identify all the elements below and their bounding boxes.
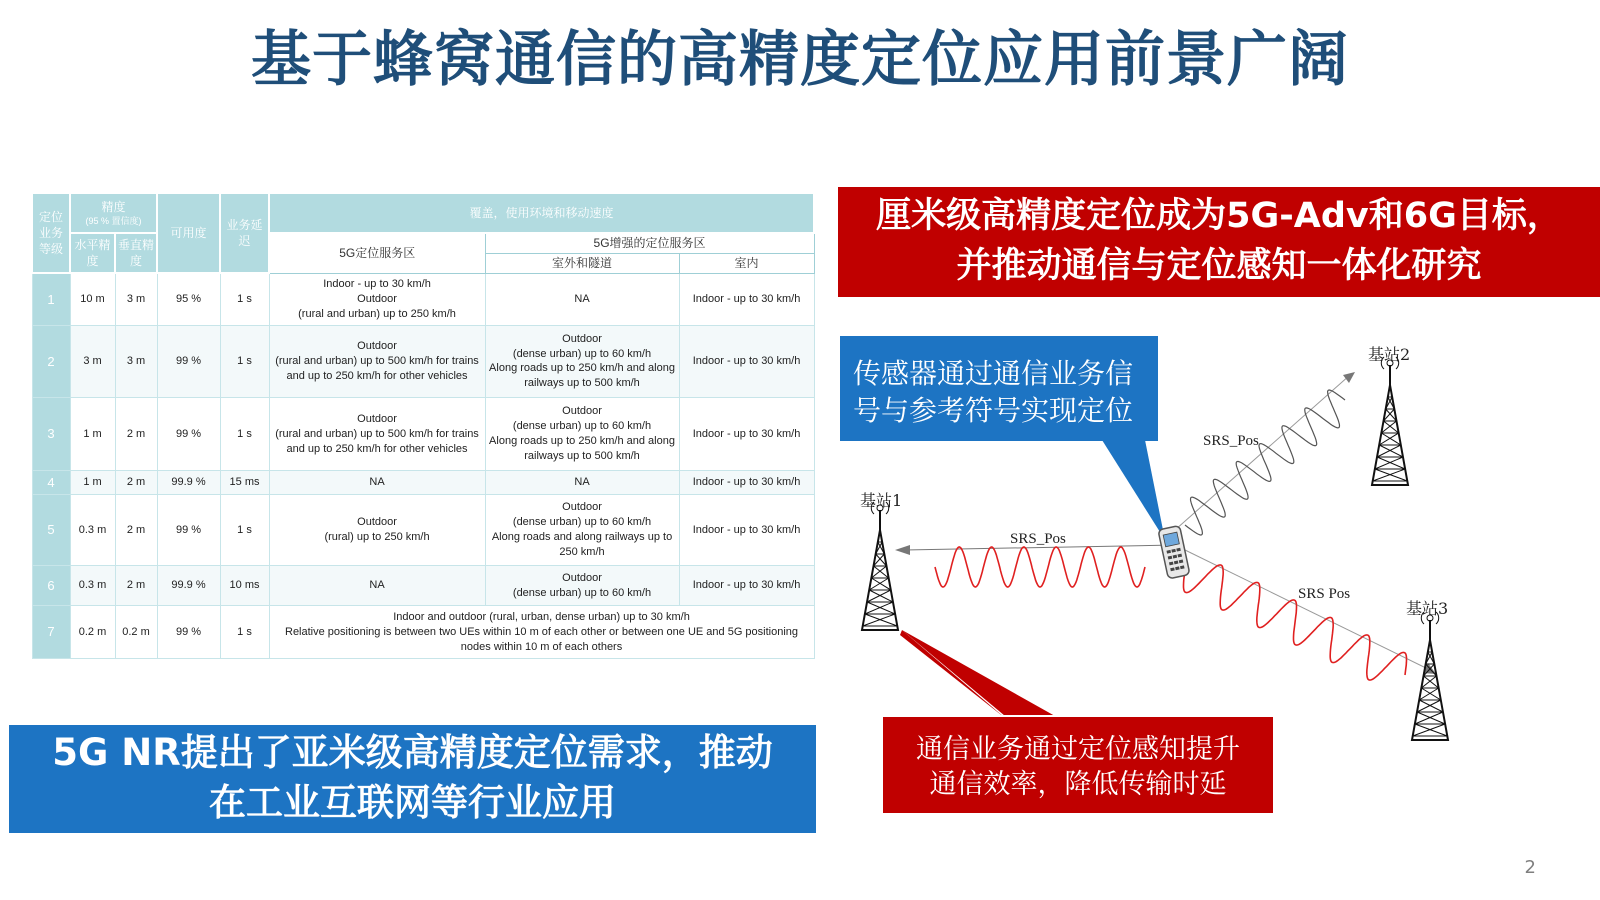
cell-latency: 10 ms [220, 566, 269, 606]
base-station-1-tower-icon [862, 502, 898, 630]
cell-outdoor-tunnel: Outdoor (dense urban) up to 60 km/h [485, 566, 679, 606]
cell-outdoor-tunnel: NA [485, 471, 679, 494]
table-row [32, 566, 814, 606]
cell-vertical: 2 m [115, 397, 157, 471]
signal-label-2: SRS_Pos [1203, 433, 1259, 449]
cell-latency: 1 s [220, 606, 269, 659]
cell-availability: 99 % [157, 326, 220, 398]
cell-level: 2 [32, 326, 70, 398]
cell-availability: 95 % [157, 273, 220, 326]
header-outdoor-tunnel: 室外和隧道 [485, 253, 679, 273]
cell-indoor: Indoor - up to 30 km/h [679, 471, 814, 494]
cell-availability: 99 % [157, 397, 220, 471]
header-indoor: 室内 [679, 253, 814, 273]
cell-5g-area: NA [269, 566, 485, 606]
header-accuracy [70, 193, 157, 233]
cell-5g-area: Outdoor (rural) up to 250 km/h [269, 494, 485, 566]
signal-label-1: SRS_Pos [1010, 531, 1066, 547]
cell-level: 1 [32, 273, 70, 326]
cell-outdoor-tunnel: Outdoor (dense urban) up to 60 km/h Along roads and along railways up to 250 km/h [485, 494, 679, 566]
cell-availability: 99 % [157, 606, 220, 659]
station-1-label: 基站1 [860, 491, 903, 510]
header-level: 定位业务等级 [32, 193, 70, 273]
cell-vertical: 3 m [115, 273, 157, 326]
cell-horizontal: 0.2 m [70, 606, 115, 659]
table-row [32, 494, 814, 566]
cell-horizontal: 3 m [70, 326, 115, 398]
table-body [32, 273, 814, 659]
slide-title: 基于蜂窝通信的高精度定位应用前景广阔 [251, 25, 1349, 95]
table-row [32, 606, 814, 659]
cell-vertical: 3 m [115, 326, 157, 398]
table-row [32, 326, 814, 398]
header-coverage: 覆盖，使用环境和移动速度 [269, 193, 814, 233]
table-row [32, 471, 814, 494]
table-row [32, 273, 814, 326]
signal-wave-2 [1185, 390, 1345, 535]
header-latency: 业务延迟 [220, 193, 269, 273]
cell-latency: 1 s [220, 397, 269, 471]
cell-indoor: Indoor - up to 30 km/h [679, 397, 814, 471]
callout-red-line-1: 通信业务通过定位感知提升 [916, 734, 1240, 765]
cell-outdoor-tunnel: Outdoor (dense urban) up to 60 km/h Along roads up to 250 km/h and along railways up to 500 km/h [485, 326, 679, 398]
cell-indoor: Indoor - up to 30 km/h [679, 326, 814, 398]
cell-availability: 99.9 % [157, 566, 220, 606]
cell-level: 4 [32, 471, 70, 494]
cell-5g-area: NA [269, 471, 485, 494]
red-banner-text: 厘米级高精度定位成为5G-Adv和6G目标， 并推动通信与定位感知一体化研究 [876, 196, 1562, 286]
header-vertical: 垂直精度 [115, 233, 157, 273]
cell-vertical: 2 m [115, 471, 157, 494]
blue-banner-text: 5G NR提出了亚米级高精度定位需求，推动 在工业互联网等行业应用 [52, 731, 773, 824]
header-availability: 可用度 [157, 193, 220, 273]
path-line-2 [1175, 375, 1350, 530]
signal-label-3: SRS Pos [1298, 586, 1351, 602]
callout-red-pointer [902, 630, 1055, 716]
header-enhanced-area: 5G增强的定位服务区 [485, 233, 814, 253]
callout-blue-line-1: 传感器通过通信业务信 [852, 357, 1134, 390]
station-3-label: 基站3 [1406, 599, 1449, 618]
cell-indoor: Indoor - up to 30 km/h [679, 273, 814, 326]
cell-horizontal: 0.3 m [70, 566, 115, 606]
callout-red [882, 630, 1274, 814]
cell-5g-area: Outdoor (rural and urban) up to 500 km/h for trains and up to 250 km/h for other vehicles [269, 326, 485, 398]
red-banner [838, 187, 1600, 297]
table-row [32, 397, 814, 471]
cell-horizontal: 1 m [70, 471, 115, 494]
cell-latency: 1 s [220, 326, 269, 398]
cell-indoor: Indoor - up to 30 km/h [679, 494, 814, 566]
cell-outdoor-tunnel: Outdoor (dense urban) up to 60 km/h Along roads up to 250 km/h and along railways up to 500 km/h [485, 397, 679, 471]
mobile-phone-icon [1158, 525, 1190, 578]
cell-level: 3 [32, 397, 70, 471]
cell-availability: 99.9 % [157, 471, 220, 494]
callout-blue-line-2: 号与参考符号实现定位 [852, 394, 1134, 427]
cell-latency: 1 s [220, 494, 269, 566]
callout-red-line-2: 通信效率，降低传输时延 [929, 769, 1227, 800]
cell-level: 6 [32, 566, 70, 606]
cell-latency: 1 s [220, 273, 269, 326]
positioning-diagram [840, 330, 1600, 850]
cell-horizontal: 0.3 m [70, 494, 115, 566]
cell-vertical: 2 m [115, 566, 157, 606]
blue-banner [9, 725, 816, 833]
cell-level: 7 [32, 606, 70, 659]
signal-wave-3 [1184, 565, 1407, 680]
cell-horizontal: 10 m [70, 273, 115, 326]
page-number: 2 [1524, 857, 1536, 878]
header-accuracy-label: 精度 [101, 199, 126, 214]
cell-5g-area: Outdoor (rural and urban) up to 500 km/h for trains and up to 250 km/h for other vehicles [269, 397, 485, 471]
header-accuracy-note: (95 % 置信度) [85, 216, 142, 227]
arrow-head-1 [895, 545, 910, 555]
header-horizontal: 水平精度 [70, 233, 115, 273]
arrow-head-2 [1343, 372, 1355, 383]
base-station-3-tower-icon [1412, 612, 1448, 740]
header-5g-area: 5G定位服务区 [269, 233, 485, 273]
cell-vertical: 2 m [115, 494, 157, 566]
cell-latency: 15 ms [220, 471, 269, 494]
cell-availability: 99 % [157, 494, 220, 566]
cell-coverage-merged: Indoor and outdoor (rural, urban, dense urban) up to 30 km/h Relative positioning is between two UEs within 10 m of each other or between one UE and 5G positioning nodes within 10 m of each others [269, 606, 814, 659]
cell-outdoor-tunnel: NA [485, 273, 679, 326]
callout-red-pointer-edge [900, 630, 1005, 718]
cell-horizontal: 1 m [70, 397, 115, 471]
positioning-requirements-table [31, 192, 813, 659]
base-station-2-tower-icon [1372, 357, 1408, 485]
callout-blue-pointer [1102, 440, 1165, 540]
cell-5g-area: Indoor - up to 30 km/h Outdoor (rural and urban) up to 250 km/h [269, 273, 485, 326]
cell-indoor: Indoor - up to 30 km/h [679, 566, 814, 606]
station-2-label: 基站2 [1368, 345, 1411, 364]
cell-vertical: 0.2 m [115, 606, 157, 659]
signal-wave-1 [935, 547, 1145, 587]
cell-level: 5 [32, 494, 70, 566]
